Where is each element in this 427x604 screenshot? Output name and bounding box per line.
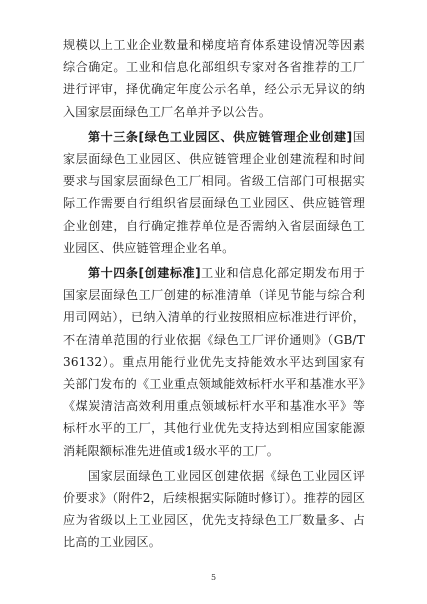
page-body xyxy=(63,34,365,554)
paragraph-industrial-park: 国家层面绿色工业园区创建依据《绿色工业园区评价要求》（附件2，后续根据实际随时修订）。推荐的园区应为省级以上工业园区，优先支持绿色工厂数量多、占比高的工业园区。 xyxy=(63,468,365,550)
article-13 xyxy=(63,126,365,259)
article-13-text: 国家层面绿色工业园区、供应链管理企业创建流程和时间要求与国家层面绿色工厂相同。省级工信部门可根据实际工作需要自行组织省层面绿色工业园区、供应链管理企业创建，自行确定推荐单位是否需纳入省层面绿色工业园区、供应链管理企业名单。 xyxy=(63,129,365,255)
article-14 xyxy=(63,262,365,462)
article-14-heading: 第十四条[创建标准] xyxy=(88,266,201,281)
page-number: 5 xyxy=(210,573,217,582)
article-14-text: 工业和信息化部定期发布用于国家层面绿色工厂创建的标准清单（详见节能与综合利用司网站），已纳入清单的行业按照相应标准进行评价，不在清单范围的行业依据《绿色工厂评价通则》（GB/T 36132）。重点用能行业优先支持能效水平达到国家有关部门发布的《工业重点领域能效标杆水平和基准水平》《煤炭清洁高效利用重点领域标杆水平和基准水平》等标杆水平的工厂，其他行业优先支持达到相应国家能源消耗限额标准先进值或1级水平的工厂。 xyxy=(63,266,365,458)
article-13-heading: 第十三条[绿色工业园区、供应链管理企业创建] xyxy=(88,129,353,144)
paragraph-continuation: 规模以上工业企业数量和梯度培育体系建设情况等因素综合确定。工业和信息化部组织专家对各省推荐的工厂进行评审，择优确定年度公示名单，经公示无异议的纳入国家层面绿色工厂名单并予以公告。 xyxy=(63,38,365,119)
